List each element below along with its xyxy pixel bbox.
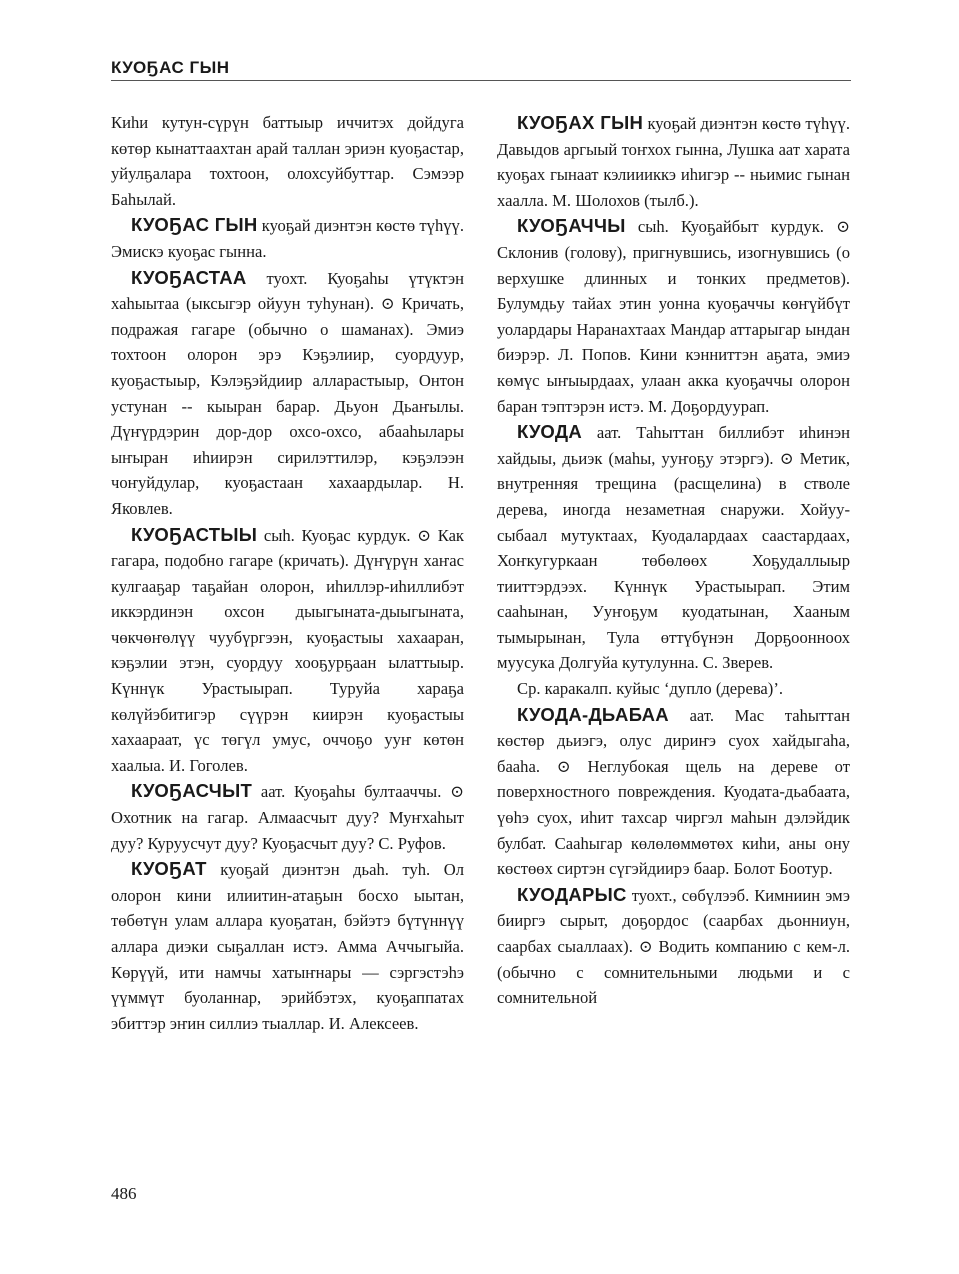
entry-kuodarys: КУОДАРЫС туохт., сөбүлээб. Кимниин эмэ бииргэ сырыт, доҕордос (саарбах дьонниун, саарбах сыаллаах). ⊙ Водить компанию с кем-л. (обычно с сомнительными людьми и с сомнительной [497, 883, 850, 1008]
entry-kuogastyy: КУОҔАСТЫЫ сыһ. Куоҕас курдук. ⊙ Как гагара, подобно гагаре (кричать). Дүҥүрүн хаҥас кулгааҕар таҕайан олорон, иһиллэр-иһиллибэт иккэрдинэн охсон дыыгыната-дыыгыната, чөкчөҥөлүү чуубүргээн, куоҕастыы хахааран, кэҕэлии этэн, суордуу хооҕурҕаан ылаттыыр. Күннүк Урастыырап. Туруйа хараҕа көлүйэбитигэр сүүрэн киирэн куоҕастыы хахаараат, үс төгүл умус, оччоҕо ууҥ көтөн хаалыа. И. Гоголев. [111, 523, 464, 775]
headword: КУОҔАТ [131, 858, 207, 880]
headword: КУОҔАС ГЫН [131, 214, 258, 236]
header-rule [111, 80, 851, 81]
entry-compare-note: Ср. каракалп. куйыс ‘дупло (дерева)’. [517, 679, 783, 699]
entry-kuogas-gyn: КУОҔАС ГЫН куоҕай диэнтэн көстө түһүү. Эмискэ куоҕас гынна. [111, 214, 464, 261]
left-column [111, 110, 464, 1036]
entry-kuogat: КУОҔАТ куоҕай диэнтэн дьаһ. туһ. Ол олорон кини илиитин-атаҕын босхо ыытан, төбөтүн улам аллара куоҕатан, бэйэтэ бүтүннүү аллара диэки сыҕаллан истэ. Амма Аччыгыйа. Көрүүй, ити намчы хатыҥнары — сэргэстэһэ үүммүт буоланнар, эрийбэтэх, куоҕаппатах эбиттэр эҥин силлиэ тыаллар. И. Алексеев. [111, 858, 464, 1033]
headword: КУОДА-ДЬАБАА [517, 703, 669, 725]
headword: КУОДАРЫС [517, 883, 627, 905]
right-column [497, 110, 850, 1011]
headword: КУОҔАСТАА [131, 266, 247, 288]
entry-kuogastaa: КУОҔАСТАА туохт. Куоҕаһы үтүктэн хаһыытаа (ыксыгэр ойуун туһунан). ⊙ Кричать, подражая гагаре (обычно о шаманах). Эмиэ тохтоон олорон эрэ Кэҕэлиир, суордуур, куоҕастыыр, Кэлэҕэйдиир алларастыыр, Онтон устунан -- кыыран барар. Дьуон Дьаҥылы. Дүҥүрдэрин дор-дор охсо-охсо, абааһылары ыҥыран иһиирэн сирилэттилэр, кэҕэлээн чоҥуйдулар, куоҕастаан хахаардылар. Н. Яковлев. [111, 266, 464, 518]
page-number: 486 [111, 1184, 137, 1203]
headword: КУОДА [517, 421, 582, 443]
headword: КУОҔАХ ГЫН [517, 112, 644, 133]
entry-continuation: Киһи кутун-сүрүн баттыыр иччитэх дойдуга көтөр кынаттаахтан арай таллан эриэн куоҕастар, уйулҕалара тохтоон, олохсуйбуттар. Сэмээр Баһылай. [111, 113, 464, 209]
entry-kuoda-djabaa: КУОДА-ДЬАБАА аат. Мас таһыттан көстөр дьиэгэ, олус дириҥэ суох хайдыгаһа, бааһа. ⊙ Неглубокая щель на дереве от поверхностного повреждения. Куодата-дьабаата, үөһэ суох, иһит тахсар чиргэл маһын дэлэйдик булбат. Сааһыгар көлөлөммөтөх киһи, аны ону көстөөх сиртэн сүгэйдиирэ баар. Болот Боотур. [497, 703, 850, 879]
entry-kuogah-gyn: КУОҔАХ ГЫН куоҕай диэнтэн көстө түһүү. Давыдов аргыый тоҥхох гынна, Лушка аат харата куоҕах гынаат кэлиииккэ иһигэр -- ньимис гынан хаалла. М. Шолохов (тылб.). [497, 112, 850, 210]
headword: КУОҔАЧЧЫ [517, 215, 626, 237]
entry-kuogaschyt: КУОҔАСЧЫТ аат. Куоҕаһы бултааччы. ⊙ Охотник на гагар. Алмаасчыт дуу? Муҥхаһыт дуу? Куруусчут дуу? Куоҕасчыт дуу? С. Руфов. [111, 780, 464, 853]
running-header: КУОҔАС ГЫН [111, 58, 230, 77]
headword: КУОҔАСЧЫТ [131, 780, 253, 802]
entry-kuoda: КУОДА аат. Таһыттан биллибэт иһинэн хайдыы, дьиэк (маһы, ууҥоҕу этэргэ). ⊙ Метик, внутренняя трещина (расщелина) в стволе дерева, иногда незаметная снаружи. Хойуу-сыбаал мутуктаах, Куодалардаах саастардаах, Хоҥкугуркаан төбөлөөх Хоҕудаллыыр тииттэрдээх. Күннүк Урастыырап. Этим сааһынан, Ууҥоҕум куодатынан, Хааным тымырынан, Тула өттүбүнэн Дорҕоонноох муусука Долгуйа кутулунна. С. Зверев. [497, 421, 850, 673]
headword: КУОҔАСТЫЫ [131, 523, 258, 545]
entry-kuogachchy: КУОҔАЧЧЫ сыһ. Куоҕайбыт курдук. ⊙ Склонив (голову), пригнувшись, изогнувшись (о верхушке длинных и тонких предметов). Булумдьу тайах этин уонна куоҕаччы көҥүйбүт уолардары Наранахтаах Мандар аттарыгар ындан биэрэр. Л. Попов. Кини кэнниттэн аҕата, эмиэ көмүс ыҥыырдаах, улаан акка куоҕаччы олорон баран тэптэрэн истэ. М. Доҕордуурап. [497, 215, 850, 416]
